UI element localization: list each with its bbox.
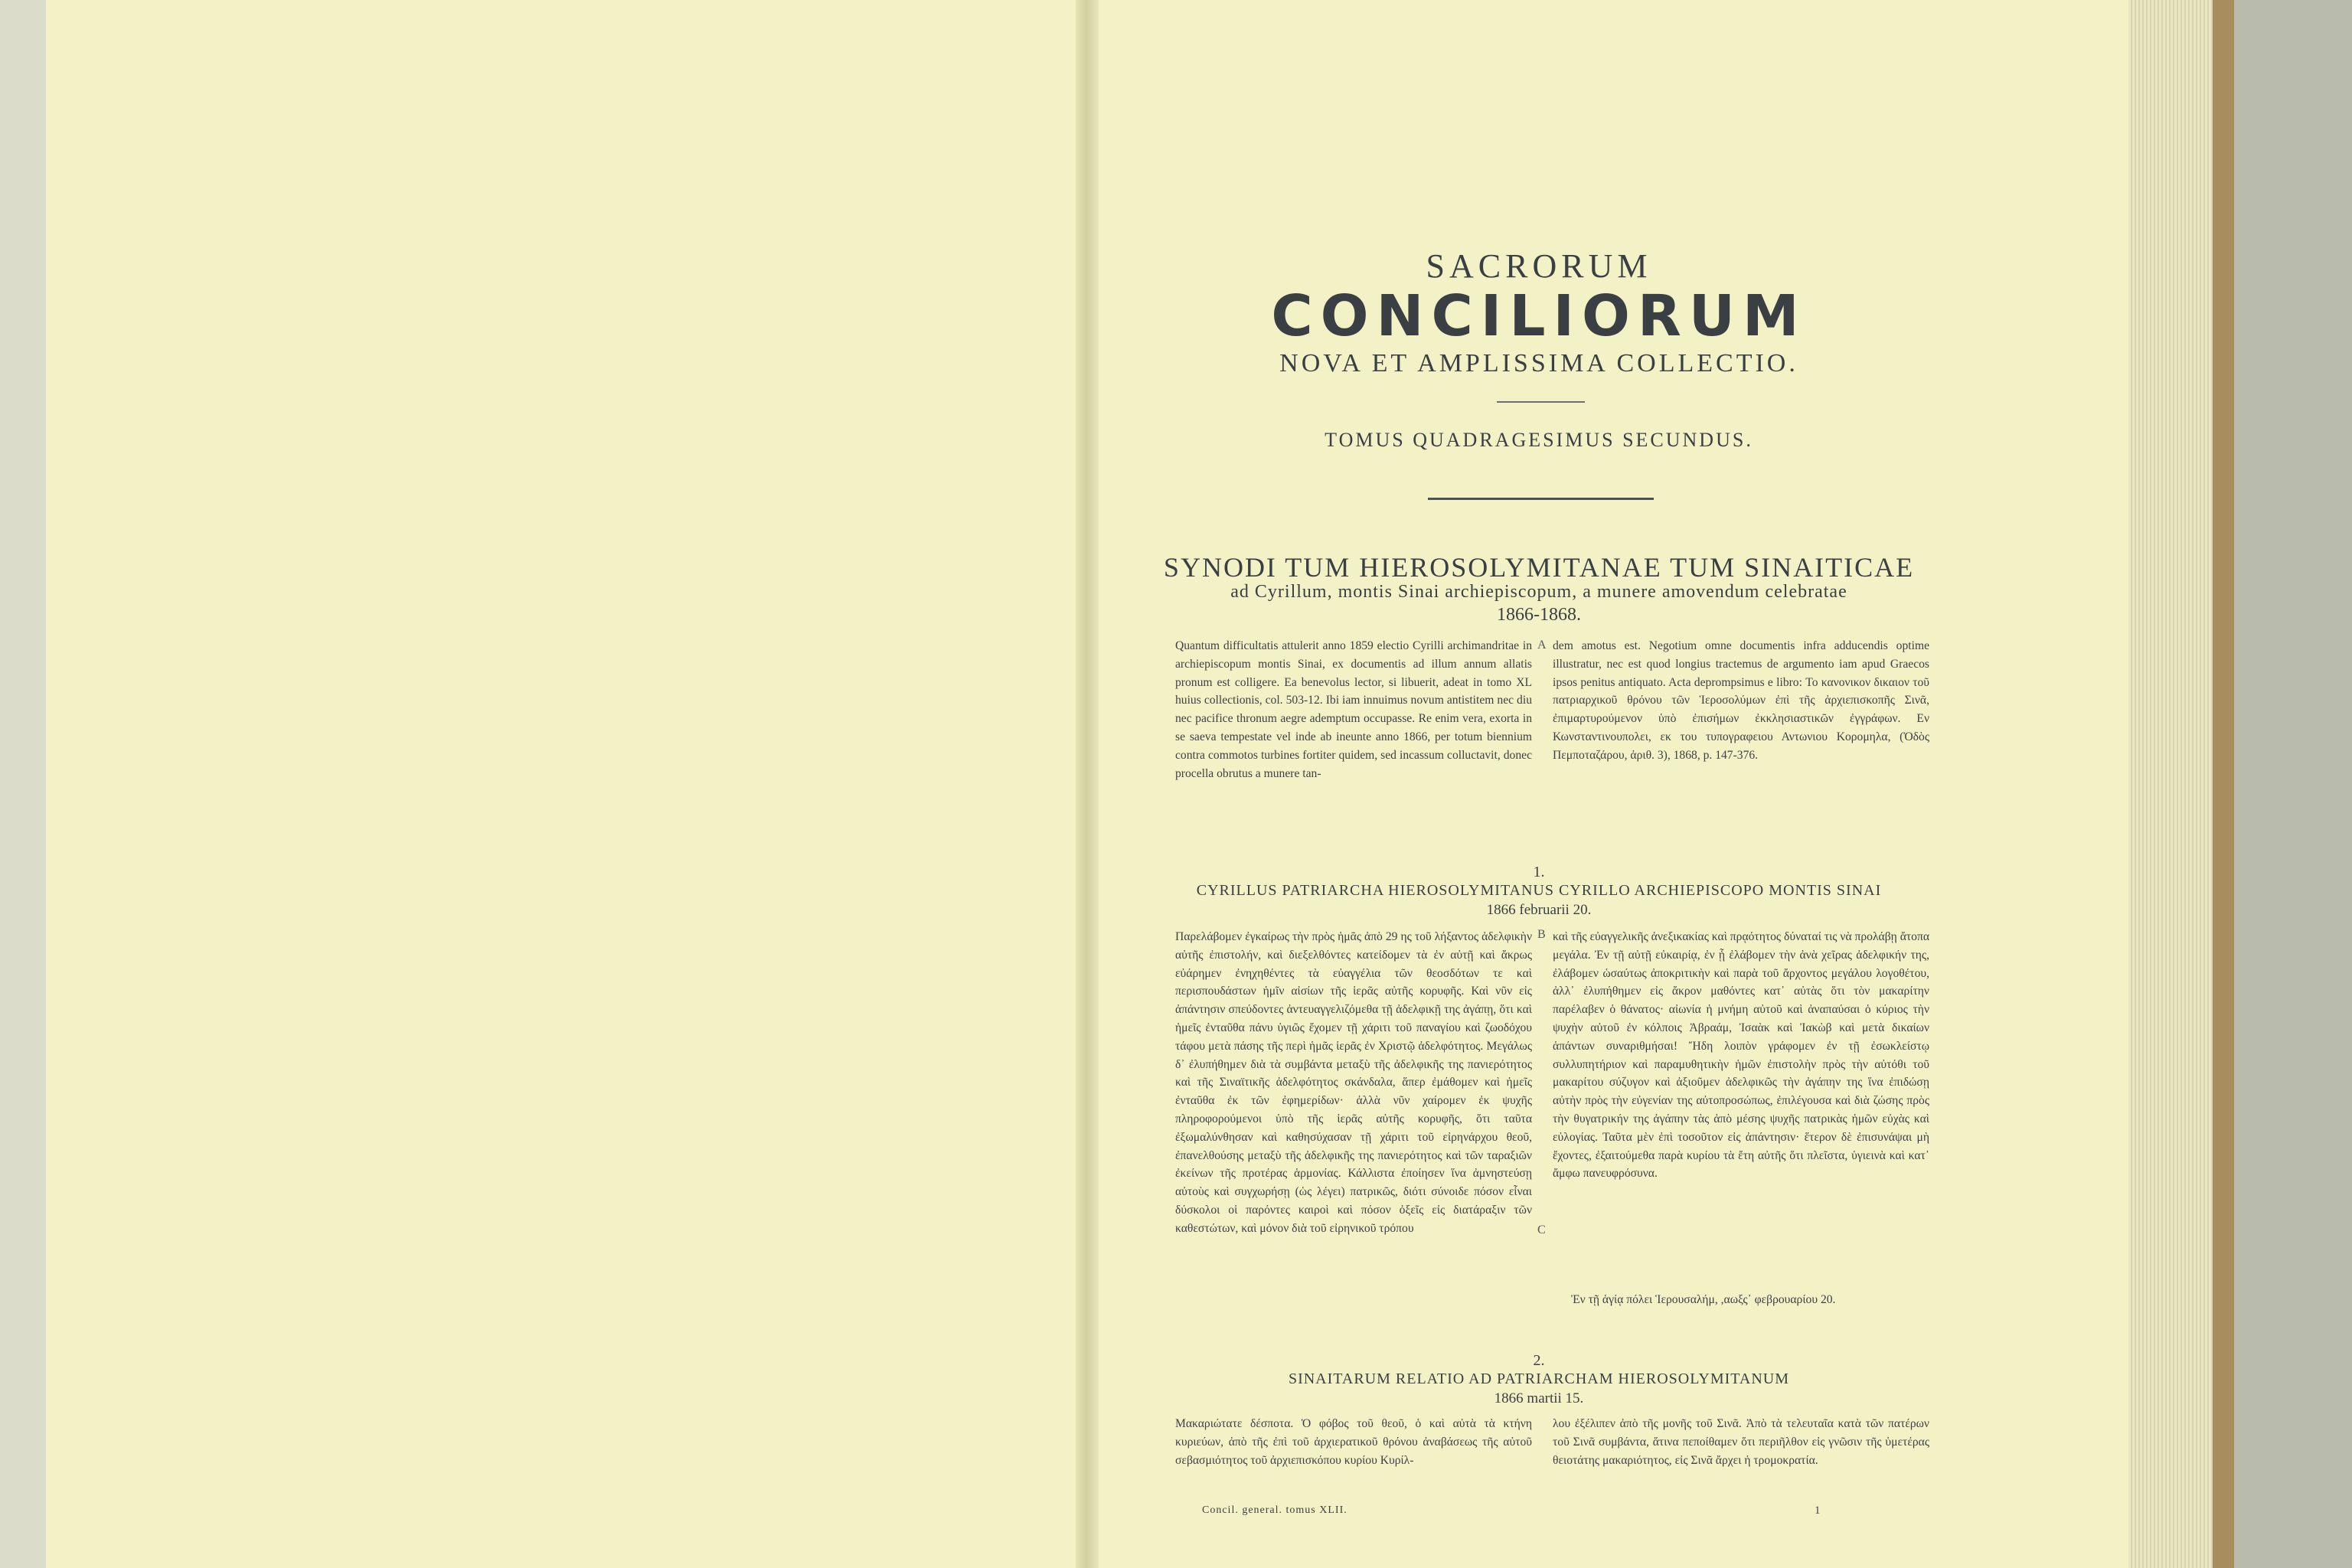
scan-background-right bbox=[2234, 0, 2352, 1568]
margin-marker-b: B bbox=[1537, 928, 1546, 941]
section-1-number: 1. bbox=[1533, 864, 1545, 880]
section-title: SYNODI TUM HIEROSOLYMITANAE TUM SINAITICAE bbox=[1163, 552, 1915, 583]
intro-column-right: dem amotus est. Negotium omne documentis infra adducendis optime illustratur, nec est quod longius tractemus de argumento iam apud Graecos ipsos penitus antiquato. Acta deprompsimus e libro: Το κανονικον δικαιον τοῦ πατριαρχικοῦ θρόνου τῶν Ἱεροσολύμων ἐπὶ τῆς ἀρχιεπισκοπῆς Σινᾶ, ἐπιμαρτυρούμενον ὑπὸ ἐπισήμων ἐκκλησιαστικῶν ἐγγράφων. Εν Κωνσταντινουπολει, εκ του τυπογραφειου Αντωνιου Κορομηλα, (Ὁδὸς Πεμποταζάρου, ἀριθ. 3), 1868, p. 147-376. bbox=[1553, 639, 1929, 762]
footer-signature: Concil. general. tomus XLII. bbox=[1202, 1504, 1348, 1516]
book-cover-board bbox=[2213, 0, 2234, 1568]
section-2-column-left: Μακαριώτατε δέσποτα. Ὁ φόβος τοῦ θεοῦ, ὁ καὶ αὐτὰ τὰ κτήνη κυριεύων, ἀπὸ τῆς ἐπὶ τοῦ ἀρχιερατικοῦ θρόνου ἀναβάσεως τῆς αὐτοῦ σεβασμιότητος τοῦ ἀρχιεπισκόπου κυρίου Κυρίλ- bbox=[1175, 1417, 1532, 1467]
margin-marker-c: C bbox=[1537, 1223, 1546, 1236]
section-1-date: 1866 februarii 20. bbox=[1486, 902, 1592, 918]
book-gutter bbox=[1076, 0, 1099, 1568]
page-number: 1 bbox=[1815, 1504, 1821, 1517]
intro-column-left: Quantum difficultatis attulerit anno 1859 electio Cyrilli archimandritae in archiepiscopum montis Sinai, ex documentis ad illum annum allatis pronum est colligere. Ea benevolus lector, si libuerit, adeat in tomo XL huius collectionis, col. 503-12. Ibi iam innuimus novum antistitem nec diu nec pacifice thronum aegre ademptum occupasse. Re enim vera, exorta in se saeva tempestate vel inde ab ineunte anno 1866, per totum biennium contra commotos turbines fortiter quidem, sed incassum colluctavit, donec procella obrutus a munere tan- bbox=[1175, 639, 1532, 780]
title-conciliorum: CONCILIORUM bbox=[1271, 283, 1807, 349]
section-2-number: 2. bbox=[1533, 1352, 1545, 1369]
volume-number: TOMUS QUADRAGESIMUS SECUNDUS. bbox=[1325, 429, 1753, 451]
page-fore-edge bbox=[2128, 0, 2213, 1568]
section-subtitle: ad Cyrillum, montis Sinai archiepiscopum, a munere amovendum celebratae bbox=[1230, 582, 1847, 602]
scan-background-left bbox=[0, 0, 46, 1568]
section-2-heading: SINAITARUM RELATIO AD PATRIARCHAM HIEROSOLYMITANUM bbox=[1288, 1370, 1790, 1387]
section-1-heading: CYRILLUS PATRIARCHA HIEROSOLYMITANUS CYRILLO ARCHIEPISCOPO MONTIS SINAI bbox=[1196, 882, 1882, 899]
blank-left-page bbox=[46, 0, 1076, 1568]
section-years: 1866-1868. bbox=[1497, 605, 1581, 625]
section-1-column-right: καὶ τῆς εὐαγγελικῆς ἀνεξικακίας καὶ πρᾳότητος δύναταί τις νὰ προλάβῃ ἄτοπα μεγάλα. Ἐν τῇ αὐτῇ εὐκαιρίᾳ, ἐν ᾗ ἐλάβομεν τὴν ἀνὰ χεῖρας ἀδελφικήν της, ἐλάβομεν ὡσαύτως ἀποκριτικὴν καὶ παρὰ τοῦ ἄρχοντος μεγάλου λογοθέτου, ἀλλ᾽ ἐλυπήθημεν εἰς ἄκρον μαθόντες κατ᾽ αὐτὰς ὅτι τὸν μακαρίτην παρέλαβεν ὁ θάνατος· αἰωνία ἡ μνήμη αὐτοῦ καὶ ἀναπαύσαι ὁ κύριος τὴν ψυχὴν αὐτοῦ ἐν κόλποις Ἀβραάμ, Ἰσαὰκ καὶ Ἰακὼβ καὶ μετὰ δικαίων ἁπάντων συναριθμήσαι! Ἤδη λοιπὸν γράφομεν ἐν τῇ ἐσωκλείστῳ συλλυπητήριον καὶ παραμυθητικὴν ἡμῶν ἐπιστολὴν πρὸς τὴν αὐτόθι τοῦ μακαρίτου σύζυγον καὶ ἀξιοῦμεν ἀδελφικῶς τὴν ἀγάπην της ἵνα ἐπιδώσῃ αὐτὴν πρὸς τὴν εὐγενίαν της αὐτοπροσώπως, ἐπιλέγουσα καὶ διὰ ζώσης πρὸς τὴν θυγατρικήν της ἀγάπην τὰς ἀπὸ μέσης ψυχῆς πατρικὰς ἡμῶν εὐχὰς καὶ εὐλογίας. Ταῦτα μὲν ἐπὶ τοσοῦτον εἰς ἀπάντησιν· ἕτερον δὲ ἐπισυνάψαι μὴ ἔχοντες, ἐξαιτούμεθα παρὰ κυρίου τὰ ἔτη αὐτῆς ὅτι πλεῖστα, ὑγιεινὰ καὶ κατ᾽ ἄμφω πανευφρόσυνα. bbox=[1553, 930, 1929, 1181]
title-collectio: NOVA ET AMPLISSIMA COLLECTIO. bbox=[1279, 349, 1798, 377]
section-1-closing: Ἐν τῇ ἁγίᾳ πόλει Ἱερουσαλήμ, ,αωξς᾽ φεβρουαρίου 20. bbox=[1571, 1293, 1836, 1306]
title-rule-long bbox=[1428, 498, 1654, 500]
title-rule-short bbox=[1497, 401, 1585, 403]
title-sacrorum: SACRORUM bbox=[1426, 247, 1652, 285]
section-2-column-right: λου ἐξέλιπεν ἀπὸ τῆς μονῆς τοῦ Σινᾶ. Ἀπὸ τὰ τελευταῖα κατὰ τῶν πατέρων τοῦ Σινᾶ συμβάντα, ἅτινα πεποίθαμεν ὅτι περιῆλθον εἰς γνῶσιν τῆς ὑμετέρας θειοτάτης μακαριότητος, εἰς Σινᾶ ἄρχει ἡ τρομοκρατία. bbox=[1553, 1417, 1929, 1467]
margin-marker-a: A bbox=[1537, 639, 1547, 652]
section-1-column-left: Παρελάβομεν ἐγκαίρως τὴν πρὸς ἡμᾶς ἀπὸ 29 ης τοῦ λήξαντος ἀδελφικὴν αὐτῆς ἐπιστολήν, καὶ διεξελθόντες κατείδομεν τὰ ἐν αὐτῇ καὶ ἄκρως εὐάρημεν ἐνηχηθέντες τὰ εὐαγγέλια τῶν θεοσδότων τε καὶ περισπουδάστων ἡμῖν αἰσίων τῆς ἱερᾶς αὐτῆς κορυφῆς. Καὶ νῦν εἰς ἀπάντησιν σπεύδοντες ἀντευαγγελιζόμεθα τῇ ἀδελφικῇ της ἀγάπῃ, ὅτι καὶ ἡμεῖς ἐνταῦθα πάνυ ὑγιῶς ἔχομεν τῇ χάριτι τοῦ παναγίου καὶ ζωοδόχου τάφου μετὰ πάσης τῆς περὶ ἡμᾶς ἱερᾶς ἐν Χριστῷ ἀδελφότητος. Μεγάλως δ᾽ ἐλυπήθημεν διὰ τὰ συμβάντα μεταξὺ τῆς ἀδελφικῆς της πανιερότητος καὶ τῆς Σιναϊτικῆς ἀδελφότητος σκάνδαλα, ἅπερ ἐμάθομεν καὶ ἡμεῖς ἐνταῦθα ἐκ τῶν ἐφημερίδων· ἀλλὰ νῦν χαίρομεν ἐκ ψυχῆς πληροφορούμενοι ὑπὸ τῆς ἱερᾶς αὐτῆς κορυφῆς, ὅτι ταῦτα ἐξωμαλύνθησαν καὶ καθησύχασαν τῇ χάριτι τοῦ εἰρηνάρχου θεοῦ, ἐπανελθούσης μεταξὺ τῆς ἀδελφικῆς της πανιερότητος καὶ τῶν ταραξιῶν ἐκείνων τῆς προτέρας ἁρμονίας. Κάλλιστα ἐποίησεν ἵνα ἀμνηστεύσῃ αὐτοὺς καὶ συγχωρήσῃ (ὡς λέγει) πατρικῶς, διότι σύνοιδε πόσον εἶναι δύσκολοι οἱ παρόντες καιροὶ καὶ πόσον ὀξεῖς εἰς διατάραξιν τῶν καθεστώτων, καὶ μόνον διὰ τοῦ εἰρηνικοῦ τρόπου bbox=[1175, 930, 1532, 1235]
section-2-date: 1866 martii 15. bbox=[1494, 1390, 1584, 1406]
